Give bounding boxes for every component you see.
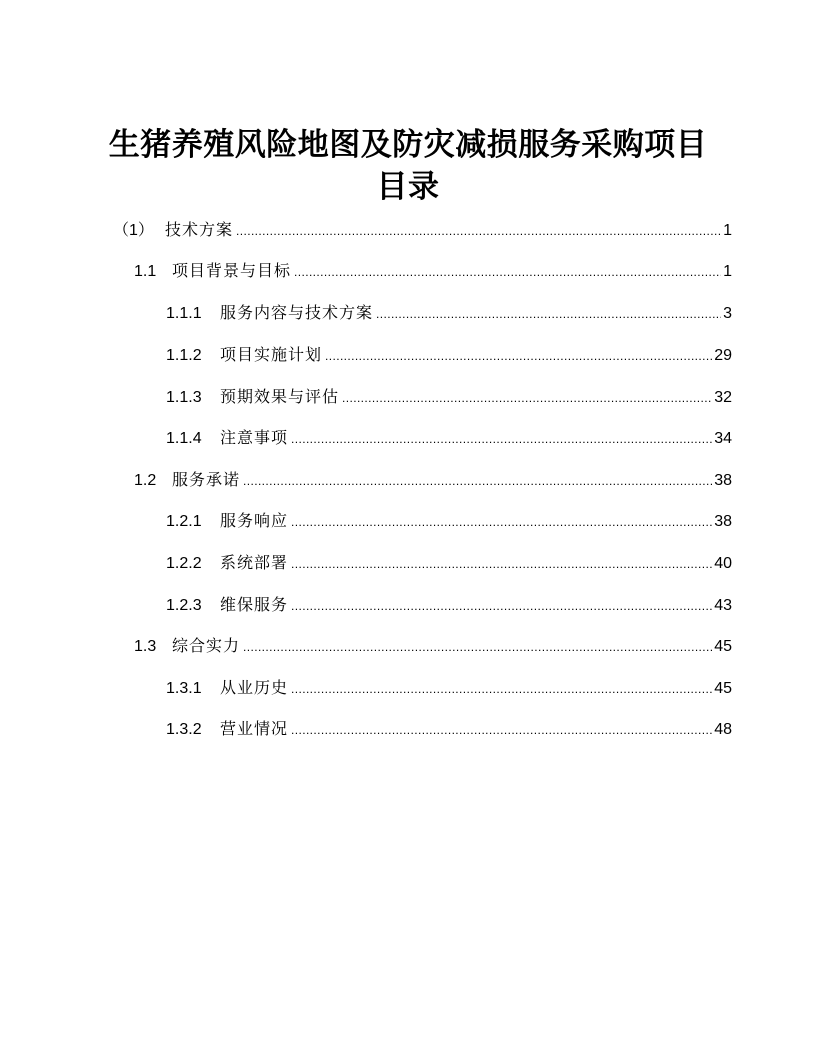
toc-entry-number: 1.3 [134,638,157,655]
toc-entry[interactable] [113,220,732,241]
toc-dot-leader [236,221,721,241]
toc-entry-number: 1.1.1 [166,305,202,322]
toc-entry-page: 45 [714,638,732,655]
toc-entry[interactable] [134,470,732,491]
toc-entry-label: 技术方案 [165,220,234,239]
toc-entry[interactable] [134,636,732,657]
toc-entry-page: 38 [714,513,732,530]
toc-entry-page: 1 [723,222,732,239]
toc-entry-label: 服务承诺 [172,470,241,489]
toc-entry[interactable] [166,428,732,449]
toc-entry[interactable] [166,303,732,324]
toc-entry-number: 1.3.1 [166,680,202,697]
toc-entry-page: 48 [714,721,732,738]
toc-entry-label: 综合实力 [172,636,241,655]
toc-dot-leader [342,388,712,408]
toc-dot-leader [243,637,712,657]
toc-entry-number: 1.1.3 [166,389,202,406]
toc-entry[interactable] [166,511,732,532]
toc-entry[interactable] [166,345,732,366]
toc-heading: 目录 [376,169,440,205]
toc-entry-number: 1.3.2 [166,721,202,738]
toc-entry-page: 40 [714,555,732,572]
document-title: 生猪养殖风险地图及防灾减损服务采购项目 [108,127,708,163]
toc-dot-leader [325,346,712,366]
toc-entry-number: （1） [113,222,154,239]
toc-entry-label: 维保服务 [220,595,289,614]
toc-entry[interactable] [166,387,732,408]
toc-entry-label: 服务内容与技术方案 [220,303,374,322]
toc-entry-page: 3 [723,305,732,322]
toc-entry-label: 注意事项 [220,428,289,447]
toc-entry-page: 32 [714,389,732,406]
toc-entry-page: 38 [714,472,732,489]
toc-entry-number: 1.1.2 [166,347,202,364]
toc-entry-number: 1.1.4 [166,430,202,447]
toc-entry-label: 预期效果与评估 [220,387,340,406]
toc-dot-leader [291,596,712,616]
toc-dot-leader [294,262,721,282]
toc-entry-page: 43 [714,597,732,614]
toc-dot-leader [291,429,712,449]
toc-entry[interactable] [134,261,732,282]
toc-entry-number: 1.2 [134,472,157,489]
toc-entry-page: 29 [714,347,732,364]
toc-entry-number: 1.2.1 [166,513,202,530]
toc-entry-label: 从业历史 [220,678,289,697]
toc-entry-page: 45 [714,680,732,697]
toc-entry-number: 1.2.3 [166,597,202,614]
toc-dot-leader [243,471,712,491]
toc-entry[interactable] [166,553,732,574]
toc-entry[interactable] [166,719,732,740]
toc-entry-label: 系统部署 [220,553,289,572]
toc-entry-label: 项目实施计划 [220,345,323,364]
toc-entry-page: 1 [723,263,732,280]
toc-dot-leader [291,679,712,699]
toc-dot-leader [291,512,712,532]
toc-dot-leader [291,554,712,574]
toc-entry-number: 1.2.2 [166,555,202,572]
toc-entry[interactable] [166,678,732,699]
toc-entry[interactable] [166,595,732,616]
toc-entry-page: 34 [714,430,732,447]
toc-entry-label: 服务响应 [220,511,289,530]
toc-dot-leader [376,304,721,324]
toc-dot-leader [291,720,712,740]
toc-entry-label: 项目背景与目标 [172,261,292,280]
toc-entry-number: 1.1 [134,263,157,280]
toc-entry-label: 营业情况 [220,719,289,738]
